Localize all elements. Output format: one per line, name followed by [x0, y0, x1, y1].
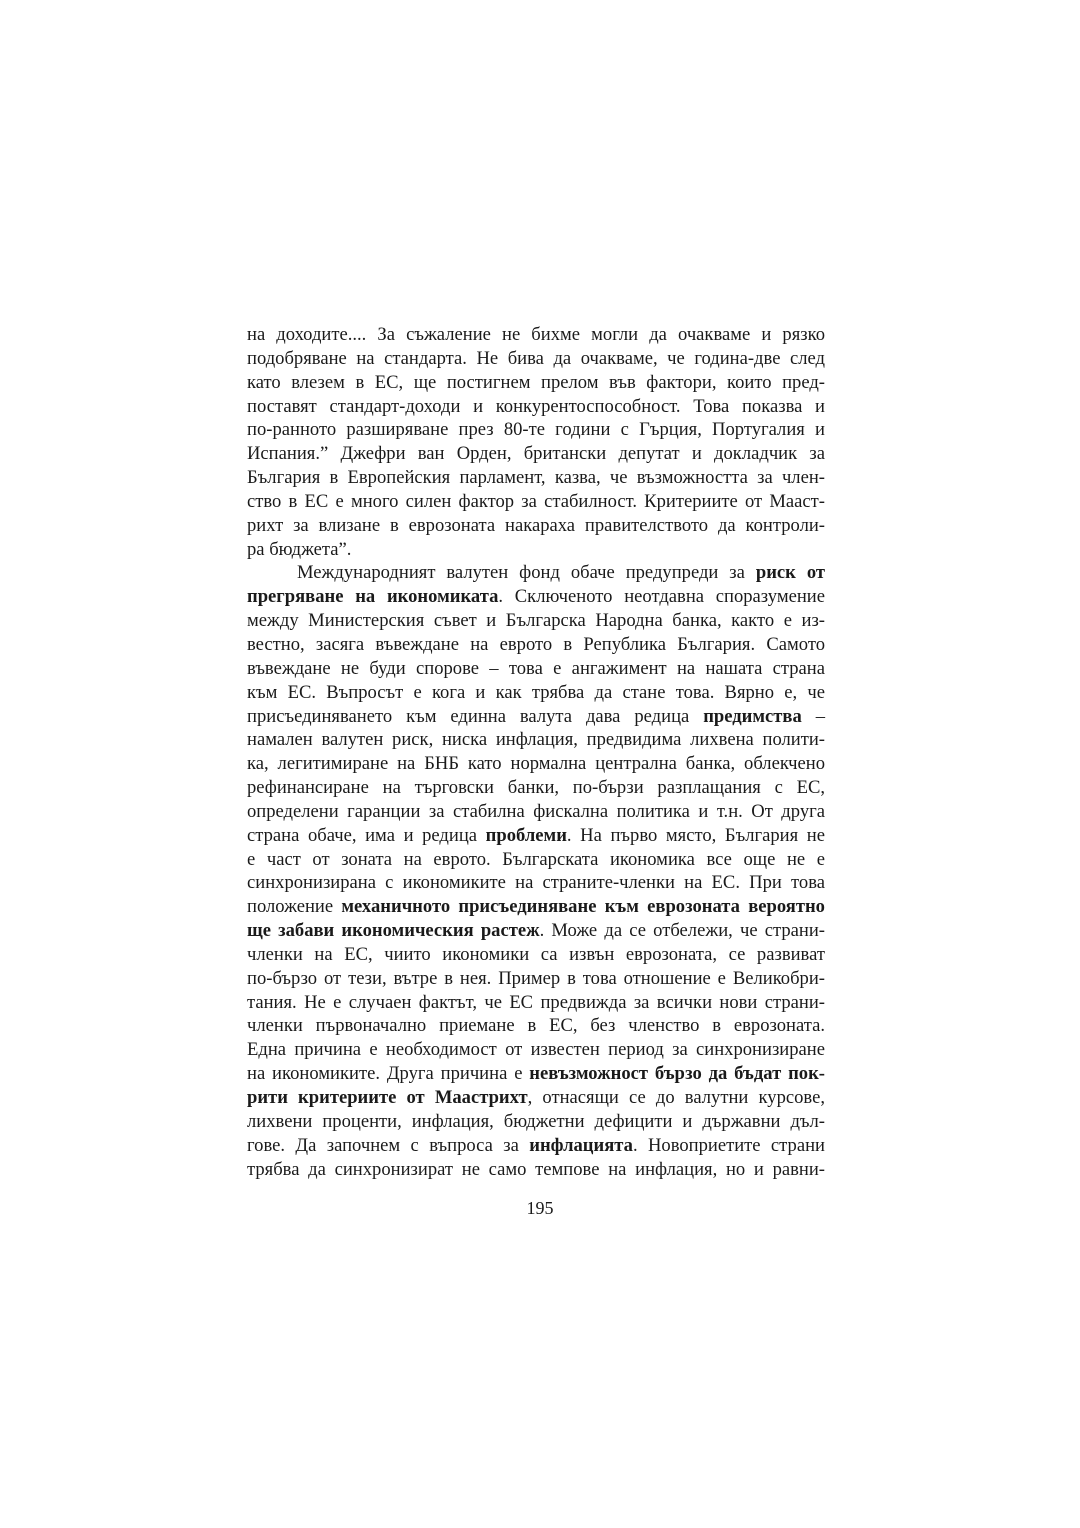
text-line: [247, 1062, 825, 1086]
text-line: [247, 1158, 825, 1182]
text-line: [247, 657, 825, 681]
text-run: синхронизирана с икономиките на страните-членки на ЕС. При това: [247, 872, 825, 894]
text-run: присъединяването към единна валута дава редица: [247, 705, 704, 727]
text-line: [247, 705, 825, 729]
text-run: –: [801, 705, 825, 727]
text-run: страна обаче, има и редица: [247, 824, 486, 846]
text-line: [247, 633, 825, 657]
text-line: [247, 538, 825, 562]
text-run: като влезем в ЕС, ще постигнем прелом във фактори, които пред-: [247, 371, 825, 393]
text-line: [247, 776, 825, 800]
text-run: трябва да синхронизират не само темпове на инфлация, но и равни-: [247, 1158, 825, 1180]
text-line: [247, 442, 825, 466]
text-line: [247, 466, 825, 490]
bold-phrase: прегряване на икономиката: [247, 586, 499, 608]
text-line: [247, 824, 825, 848]
text-run: тания. Не е случаен фактът, че ЕС предвижда за всички нови страни-: [247, 991, 825, 1013]
text-line: [247, 371, 825, 395]
text-line: [247, 395, 825, 419]
text-run: ка, легитимиране на БНБ като нормална централна банка, облекчено: [247, 753, 825, 775]
text-line: [247, 991, 825, 1015]
text-run: подобряване на стандарта. Не бива да очакваме, че година-две след: [247, 347, 825, 369]
text-line: [247, 728, 825, 752]
text-line: [247, 609, 825, 633]
text-line: [247, 1038, 825, 1062]
text-run: поставят стандарт-доходи и конкурентоспособност. Това показва и: [247, 395, 825, 417]
text-run: Една причина е необходимост от известен период за синхронизиране: [247, 1039, 825, 1061]
text-line: [247, 323, 825, 347]
text-run: е част от зоната на еврото. Българската икономика все още не е: [247, 848, 825, 870]
bold-phrase: инфлацията: [529, 1134, 633, 1156]
text-line: [247, 418, 825, 442]
text-run: членки първоначално приемане в ЕС, без членство в еврозоната.: [247, 1015, 825, 1037]
bold-phrase: ще забави икономическия растеж: [247, 920, 540, 942]
text-line: [247, 752, 825, 776]
text-line: [247, 1134, 825, 1158]
text-run: на икономиките. Друга причина е: [247, 1063, 530, 1085]
text-run: ство в ЕС е много силен фактор за стабилност. Критериите от Мааст-: [247, 490, 825, 512]
page-number: 195: [526, 1198, 554, 1218]
text-line: [247, 585, 825, 609]
text-line: [247, 895, 825, 919]
text-run: . Сключеното неотдавна споразумение: [498, 586, 825, 608]
text-line: [247, 490, 825, 514]
text-run: . На първо място, България не: [566, 824, 825, 846]
text-run: по-ранното разширяване през 80-те години с Гърция, Португалия и: [247, 419, 825, 441]
text-line: [247, 1086, 825, 1110]
text-run: между Министерския съвет и Българска Народна банка, както е из-: [247, 610, 825, 632]
text-line: [247, 848, 825, 872]
text-run: намален валутен риск, ниска инфлация, предвидима лихвена полити-: [247, 729, 825, 751]
text-run: , отнасящи се до валутни курсове,: [527, 1087, 825, 1108]
text-run: Испания.” Джефри ван Орден, британски депутат и докладчик за: [247, 443, 825, 465]
bold-phrase: рити критериите от Маастрихт: [247, 1087, 528, 1108]
text-run: членки на ЕС, чиито икономики са извън еврозоната, се развиват: [247, 943, 825, 965]
text-line: [247, 967, 825, 991]
text-line: [247, 800, 825, 824]
text-run: рихт за влизане в еврозоната накараха правителството да контроли-: [247, 514, 825, 536]
bold-phrase: проблеми: [485, 824, 567, 846]
bold-phrase: риск от: [755, 562, 826, 584]
text-line: [247, 1110, 825, 1134]
text-run: вестно, засяга въвеждане на еврото в Република България. Самото: [247, 633, 825, 655]
text-run: лихвени проценти, инфлация, бюджетни дефицити и държавни дъл-: [247, 1110, 825, 1132]
text-line: [247, 514, 825, 538]
text-run: въвеждане не буди спорове – това е ангажимент на нашата страна: [247, 657, 825, 679]
text-line: [247, 943, 825, 967]
bold-phrase: механичното присъединяване към еврозоната вероятно: [341, 896, 825, 918]
text-line: [247, 561, 825, 585]
text-run: ра бюджета”.: [247, 538, 352, 560]
text-line: [247, 919, 825, 943]
text-run: към ЕС. Въпросът е кога и как трябва да стане това. Вярно е, че: [247, 681, 825, 703]
text-run: на доходите.... За съжаление не бихме могли да очакваме и рязко: [247, 324, 825, 345]
text-line: [247, 347, 825, 371]
text-line: [247, 681, 825, 705]
text-run: . Може да се отбележи, че страни-: [539, 920, 825, 942]
text-run: по-бързо от тези, вътре в нея. Пример в това отношение е Великобри-: [247, 967, 825, 989]
bold-phrase: предимства: [703, 705, 802, 727]
text-run: България в Европейския парламент, казва, че възможността за член-: [247, 467, 825, 489]
text-line: [247, 871, 825, 895]
text-run: положение: [247, 896, 342, 918]
body-text: [247, 323, 825, 1181]
bold-phrase: невъзможност бързо да бъдат пок-: [529, 1063, 825, 1085]
text-run: рефинансиране на търговски банки, по-бързи разплащания с ЕС,: [247, 777, 825, 799]
text-run: Международният валутен фонд обаче предупреди за: [297, 562, 756, 584]
text-run: гове. Да започнем с въпроса за: [247, 1134, 530, 1156]
text-line: [247, 1014, 825, 1038]
text-run: определени гаранции за стабилна фискална политика и т.н. От друга: [247, 800, 825, 822]
text-run: . Новоприетите страни: [632, 1134, 825, 1156]
